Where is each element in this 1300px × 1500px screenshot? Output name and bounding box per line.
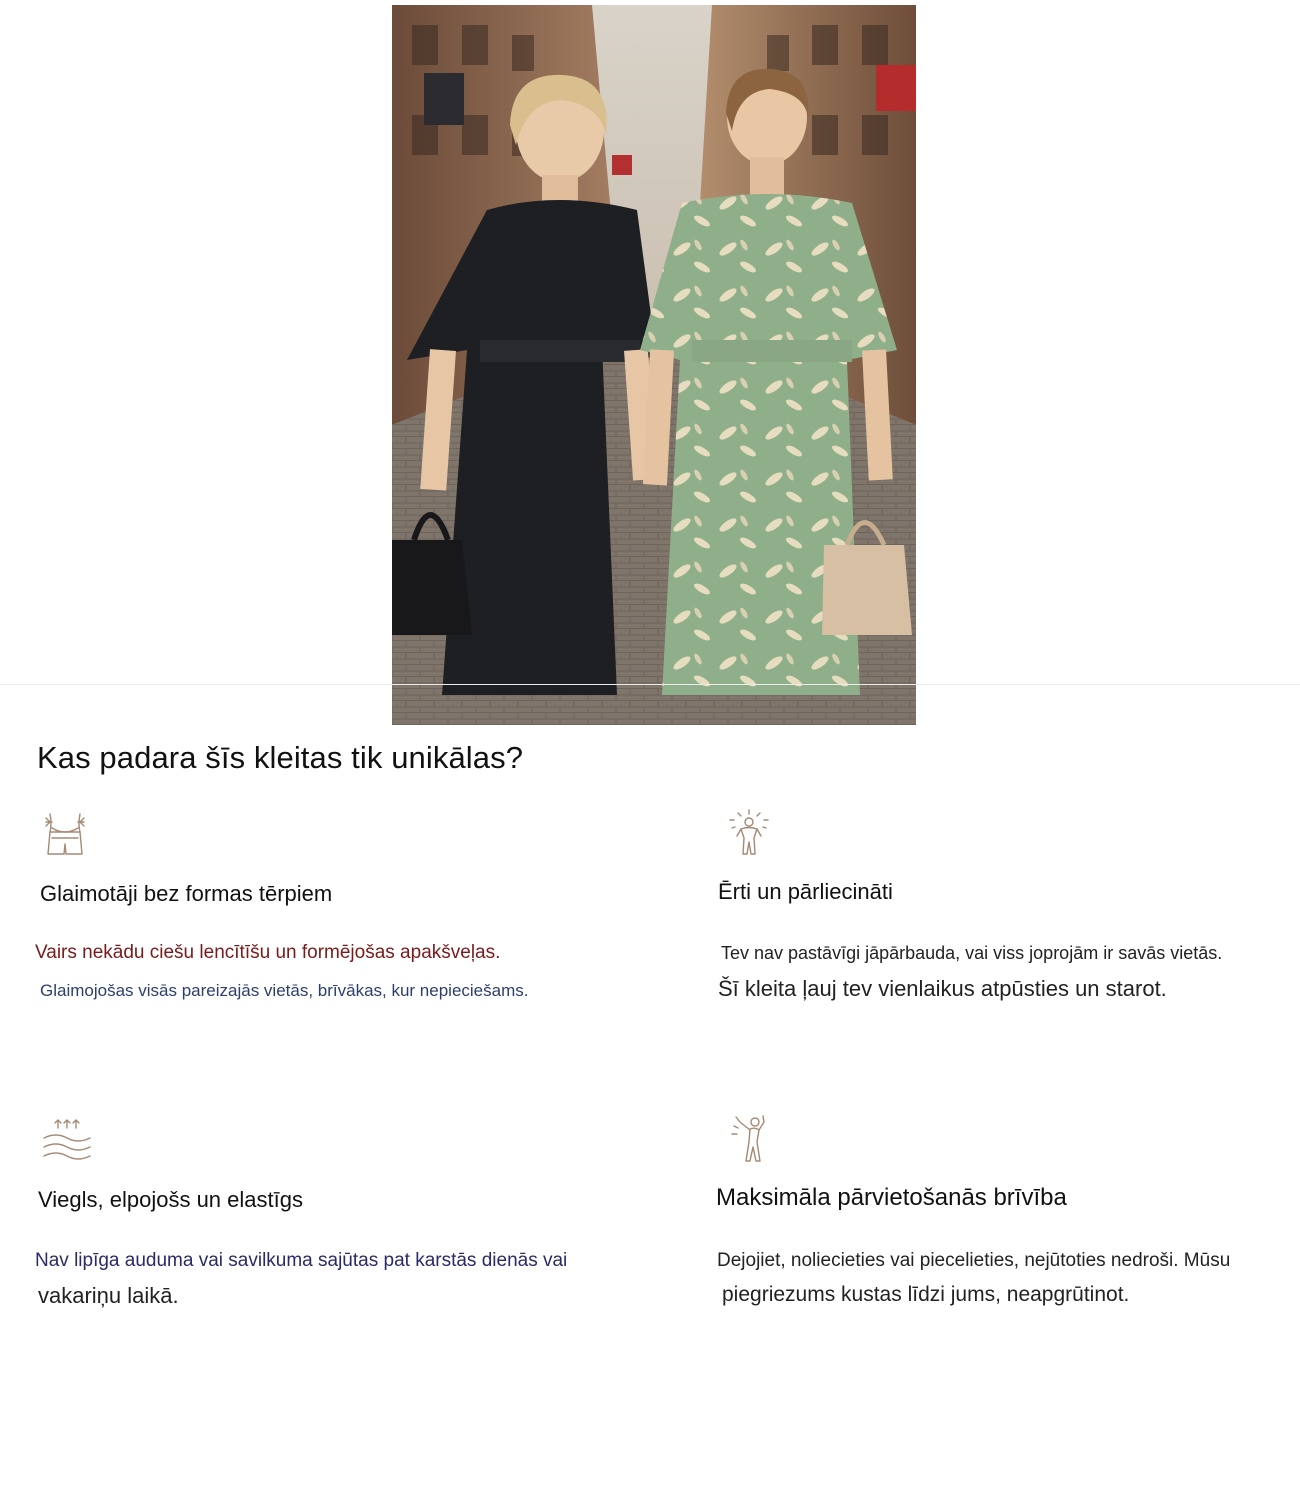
feature-text-line-2: Glaimojošas visās pareizajās vietās, brīvākas, kur nepieciešams. xyxy=(40,981,529,1000)
feature-text-line-1: Dejojiet, noliecieties vai piecelieties, nejūtoties nedroši. Mūsu xyxy=(717,1250,1231,1271)
feature-title: Ērti un pārliecināti xyxy=(718,879,893,904)
section-divider xyxy=(0,684,1300,685)
confident-person-icon xyxy=(724,808,774,858)
section-title: Kas padara šīs kleitas tik unikālas? xyxy=(37,740,524,775)
feature-text-line-2: piegriezums kustas līdzi jums, neapgrūtinot. xyxy=(722,1283,1130,1306)
feature-text-line-1: Tev nav pastāvīgi jāpārbauda, vai viss joprojām ir savās vietās. xyxy=(721,943,1223,963)
feature-text-line-1: Nav lipīga auduma vai savilkuma sajūtas pat karstās dienās vai xyxy=(35,1250,568,1271)
feature-text-line-2: vakariņu laikā. xyxy=(38,1283,179,1308)
feature-title: Maksimāla pārvietošanās brīvība xyxy=(716,1184,1067,1211)
feature-text-line-2: Šī kleita ļauj tev vienlaikus atpūsties un starot. xyxy=(718,976,1167,1001)
breathable-fabric-icon xyxy=(42,1116,92,1166)
waist-shape-icon xyxy=(42,808,92,858)
dancing-person-icon xyxy=(726,1114,776,1164)
hero-image xyxy=(392,5,916,725)
feature-title: Viegls, elpojošs un elastīgs xyxy=(38,1187,303,1212)
feature-title: Glaimotāji bez formas tērpiem xyxy=(40,881,333,906)
feature-text-line-1: Vairs nekādu ciešu lencītīšu un formējošas apakšveļas. xyxy=(35,942,501,963)
